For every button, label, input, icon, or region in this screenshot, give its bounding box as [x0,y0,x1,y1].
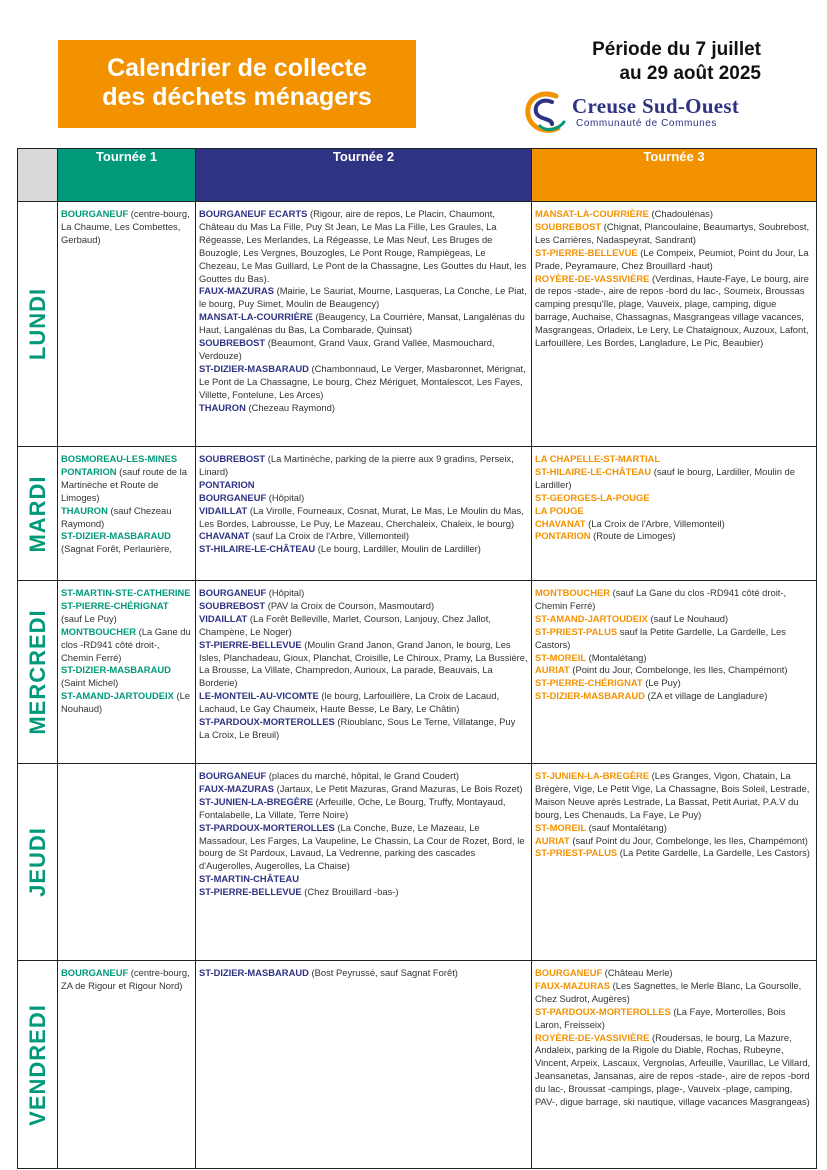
collection-entry [535,273,813,350]
tournee-3-cell [532,202,817,447]
collection-entry [61,587,192,600]
locality-details: (ZA et village de Langladure) [644,690,768,702]
day-label-cell [18,202,58,447]
commune-name: ST-MOREIL [535,821,587,833]
commune-name: SOUBREBOST [199,453,266,464]
locality-details: (La Gane du clos -RD941 côté droit-, Chemin Ferré) [61,625,191,663]
locality-details: (Rioublanc, Sous Le Terne, Villatange, Puy La Croix, Le Breuil) [199,716,516,740]
collection-entry [535,613,813,626]
commune-name: BOURGANEUF [199,770,267,781]
commune-name: ST-MARTIN-CHÂTEAU [199,873,299,885]
collection-entry [199,337,528,363]
logo [522,88,762,136]
collection-entry [535,664,813,677]
locality-details: (Château Merle) [602,967,673,978]
locality-details: (Hôpital) [266,491,305,503]
collection-entry [199,967,528,980]
collection-entry [535,492,813,505]
commune-name: ST-PIERRE-BELLEVUE [199,886,302,898]
collection-entry [199,822,528,874]
locality-details: (La Martinèche, parking de la pierre aux 9 gradins, Perseix, Linard) [199,453,514,477]
collection-entry [199,716,528,742]
locality-details: (Beaugency, La Courrière, Mansat, Langalénas du Haut, Langalénas du Bas, La Combarade, Quinsat) [199,311,525,336]
locality-details: (sauf route de la Martinèche et Route de Limoges) [61,465,187,503]
corner-cell [18,149,58,202]
day-label: LUNDI [24,287,50,361]
commune-name: PONTARION [199,478,255,490]
collection-entry [535,247,813,273]
collection-entry [535,518,813,531]
locality-details: (La Virolle, Fourneaux, Cosnat, Murat, Le Mas, Le Moulin du Mas, Les Bordes, Labrousse, Le Puy, Le Mazeau, Cherchaleix, Chaleix, le bourg) [199,504,524,529]
locality-details: (sauf La Croix de l'Arbre, Villemonteil) [249,530,410,542]
locality-details: (sauf Le Nouhaud) [647,612,729,624]
day-label: VENDREDI [24,1003,50,1126]
collection-entry [199,770,528,783]
locality-details: (centre-bourg, ZA de Rigour et Rigour Nord) [61,967,190,991]
commune-name: THAURON [199,401,246,413]
collection-entry [61,208,192,247]
locality-details: (Mairie, Le Sauriat, Mourne, Lasqueras, La Conche, Le Piat, le bourg, Puy Simet, Moulin de Beaugency) [199,285,527,310]
tournee-3-cell [532,581,817,764]
collection-entry [535,847,813,860]
commune-name: ST-AMAND-JARTOUDEIX [61,690,174,702]
collection-entry [199,530,528,543]
collection-entry [199,873,528,886]
locality-details: (La Petite Gardelle, La Gardelle, Les Castors) [617,847,810,859]
collection-entry [199,690,528,716]
collection-entry [199,479,528,492]
locality-details: (Bost Peyrussé, sauf Sagnat Forêt) [308,967,458,978]
locality-details: (Saint Michel) [61,677,119,689]
commune-name: BOSMOREAU-LES-MINES [61,453,178,464]
locality-details: (Hôpital) [266,587,305,598]
collection-entry [199,543,528,556]
collection-entry [61,967,192,993]
collection-entry [199,613,528,639]
locality-details: (PAV la Croix de Courson, Masmoutard) [265,599,435,611]
day-label-cell [18,447,58,581]
commune-name: ST-DIZIER-MASBARAUD [535,690,645,702]
locality-details: (sauf Chezeau Raymond) [61,504,172,529]
commune-name: ST-JUNIEN-LA-BREGÈRE [199,795,314,807]
collection-entry [61,466,192,505]
commune-name: MONTBOUCHER [535,587,610,598]
logo-name: Creuse Sud-Ouest [572,94,740,118]
locality-details: (Le bourg, Lardiller, Moulin de Lardiller) [315,543,481,555]
locality-details: (Sagnat Forêt, Perlaurière, [61,543,172,555]
title-banner [58,40,416,128]
collection-entry [535,466,813,492]
commune-name: BOURGANEUF ECARTS [199,208,308,219]
commune-name: ST-PIERRE-CHÉRIGNAT [535,677,643,689]
locality-details: (Route de Limoges) [590,530,676,542]
commune-name: LE-MONTEIL-AU-VICOMTE [199,690,319,702]
locality-details: (Chezeau Raymond) [245,401,335,413]
commune-name: ST-PRIEST-PALUS [535,847,618,859]
day-row-mardi [18,447,817,581]
commune-name: AURIAT [535,664,570,676]
tournee-3-cell [532,447,817,581]
collection-entry [199,208,528,285]
commune-name: AURIAT [535,834,570,846]
commune-name: ST-DIZIER-MASBARAUD [199,362,309,374]
collection-entry [199,600,528,613]
commune-name: ST-PARDOUX-MORTEROLLES [535,1005,671,1017]
collection-entry [535,652,813,665]
collection-entry [61,626,192,665]
collection-entry [535,626,813,652]
locality-details: (La Forêt Belleville, Marlet, Courson, Lanjouy, Chez Jallot, Champène, Le Noger) [199,612,491,637]
commune-name: THAURON [61,504,108,516]
locality-details: (places du marché, hôpital, le Grand Coudert) [266,770,459,781]
locality-details: (Chez Brouillard -bas-) [301,886,399,898]
locality-details: (La Croix de l'Arbre, Villemonteil) [585,517,725,529]
commune-name: FAUX-MAZURAS [535,979,610,991]
column-header-tournee-3: Tournée 3 [532,149,817,202]
collection-entry [199,886,528,899]
collection-entry [199,453,528,479]
commune-name: ST-PARDOUX-MORTEROLLES [199,716,335,728]
collection-entry [61,664,192,690]
locality-details: (Chignat, Plancoulaine, Beaumartys, Soubrebost, Les Carrières, Nadaspeyrat, Sandrant) [535,220,810,245]
header-row [18,149,817,202]
commune-name: FAUX-MAZURAS [199,782,274,794]
locality-details: (Rigour, aire de repos, Le Placin, Chaumont, Château du Mas La Fille, Puy St Jean, Le Mas La Fille, Les Graules, La Régeasse, Les Merlandes, La Régeasse, Le Mas Neuf, Les Bruges de Bouzogle, Les Vergnes, Bouzogles, Le Pont Rouge, Rampiègeas, Le Chezeau, Le Mas Guillard, Le Pont de la Chassagne, Les Gouttes du Haut, les Gouttes du Bas). [199,208,527,284]
collection-entry [61,690,192,716]
commune-name: ST-HILAIRE-LE-CHÂTEAU [199,543,316,555]
locality-details: (Beaumont, Grand Vaux, Grand Vallée, Masmouchard, Verdouze) [199,337,495,361]
locality-details: (Jartaux, Le Petit Mazuras, Grand Mazuras, Le Bois Rozet) [274,782,523,794]
locality-details: (Le Nouhaud) [61,690,191,715]
commune-name: PONTARION [61,465,117,477]
tournee-1-cell [58,764,196,961]
title-line-1: Calendrier de collecte [107,54,367,82]
commune-name: CHAVANAT [535,517,586,529]
commune-name: BOURGANEUF [61,967,129,978]
collection-calendar-table [17,148,817,1169]
commune-name: BOURGANEUF [199,491,267,503]
tournee-2-cell [196,961,532,1169]
collection-entry [535,587,813,613]
commune-name: ST-AMAND-JARTOUDEIX [535,612,648,624]
collection-entry [535,690,813,703]
collection-entry [199,587,528,600]
collection-entry [199,311,528,337]
collection-entry [199,505,528,531]
locality-details: (Arfeuille, Oche, Le Bourg, Truffy, Montayaud, Fontalabelle, La Villate, Terre Noire) [199,795,506,820]
period-line-2: au 29 août 2025 [619,63,761,84]
commune-name: VIDAILLAT [199,612,248,624]
commune-name: ST-DIZIER-MASBARAUD [61,664,171,676]
locality-details: (Chambonnaud, Le Verger, Masbaronnet, Mérignat, Le Pont de La Chassagne, Le bourg, Chez Mériguet, Montalescot, Les Fayes, Villette, Fontelune, Les Arces) [199,362,526,400]
collection-entry [535,530,813,543]
commune-name: ST-MARTIN-STE-CATHERINE [61,587,191,598]
collection-entry [61,453,192,466]
locality-details: (Moulin Grand Janon, Grand Janon, le bourg, Les Isles, Planchadeau, Gioux, Planchat, Croisille, Le Chiroux, Pramy, La Bussière, La Brousse, La Villate, Champredon, Aurioux, La parade, Beauvais, La Borderie) [199,638,528,689]
commune-name: LA POUGE [535,504,584,516]
locality-details: (centre-bourg, La Chaume, Les Combettes, Gerbaud) [61,208,190,245]
collection-entry [535,980,813,1006]
collection-entry [61,505,192,531]
column-header-tournee-1: Tournée 1 [58,149,196,202]
locality-details: (sauf le bourg, Lardiller, Moulin de Lardiller) [535,465,795,490]
locality-details: (Montalétang) [586,651,647,663]
collection-entry [535,1032,813,1109]
commune-name: BOURGANEUF [535,967,603,978]
tournee-1-cell [58,961,196,1169]
commune-name: ST-HILAIRE-LE-CHÂTEAU [535,465,652,477]
commune-name: VIDAILLAT [199,504,248,516]
collection-entry [61,530,192,556]
day-label: MERCREDI [24,609,50,735]
collection-entry [535,453,813,466]
commune-name: MONTBOUCHER [61,625,136,637]
logo-subtitle: Communauté de Communes [576,118,718,129]
commune-name: SOUBREBOST [199,337,266,349]
day-label-cell [18,764,58,961]
locality-details: (La Faye, Morterolles, Bois Laron, Freisseix) [535,1005,786,1030]
tournee-2-cell [196,447,532,581]
commune-name: MANSAT-LA-COURRIÈRE [535,208,649,219]
collection-entry [535,822,813,835]
day-label: MARDI [24,474,50,553]
collection-entry [535,677,813,690]
collection-entry [535,221,813,247]
collection-entry [199,285,528,311]
commune-name: ST-PRIEST-PALUS [535,625,618,637]
commune-name: ST-MOREIL [535,651,587,663]
collection-entry [535,835,813,848]
locality-details: (Chadoulénas) [648,208,713,219]
collection-entry [199,639,528,691]
day-row-mercredi [18,581,817,764]
locality-details: (Le Puy) [642,677,681,689]
collection-entry [199,796,528,822]
commune-name: ST-JUNIEN-LA-BREGÈRE [535,770,650,781]
tournee-1-cell [58,202,196,447]
locality-details: (Le Compeix, Peumiot, Point du Jour, La Prade, Peyramaure, Chez Brouillard -haut) [535,246,809,271]
commune-name: FAUX-MAZURAS [199,285,274,297]
commune-name: ST-PIERRE-BELLEVUE [535,246,638,258]
commune-name: SOUBREBOST [199,599,266,611]
commune-name: ST-PIERRE-BELLEVUE [199,638,302,650]
commune-name: LA CHAPELLE-ST-MARTIAL [535,453,661,464]
tournee-3-cell [532,764,817,961]
collection-entry [199,402,528,415]
tournee-3-cell [532,961,817,1169]
locality-details: (sauf Montalétang) [586,821,667,833]
period-line-1: Période du 7 juillet [592,39,761,60]
period-label [592,38,761,86]
locality-details: (Les Granges, Vigon, Chatain, La Brégère, Vige, Le Petit Vige, La Chassagne, Bois Soleil, Lestrade, Maison Neuve après Lestrade, La Bassat, Petit Auriat, P.A.V du bourg, Les Chenauds, La Faye, Le Puy) [535,770,810,820]
commune-name: ST-PIERRE-CHÉRIGNAT [61,599,169,611]
commune-name: ROYÈRE-DE-VASSIVIÈRE [535,272,650,284]
locality-details: (Les Sagnettes, le Merle Blanc, La Goursolle, Chez Sudrot, Augères) [535,979,802,1004]
tournee-1-cell [58,447,196,581]
locality-details: (sauf Le Puy) [61,612,117,624]
day-row-jeudi [18,764,817,961]
title-line-2: des déchets ménagers [102,83,372,111]
day-label: JEUDI [24,827,50,897]
locality-details: (Point du Jour, Combelonge, les Iles, Champémont) [569,664,788,676]
commune-name: ROYÈRE-DE-VASSIVIÈRE [535,1031,650,1043]
commune-name: PONTARION [535,530,591,542]
locality-details: (sauf La Gane du clos -RD941 côté droit-, Chemin Ferré) [535,587,787,611]
collection-entry [199,363,528,402]
locality-details: (Roudersas, le bourg, La Mazure, Andaleix, parking de la Rigole du Diable, Rochas, Rubeyne, Vincent, Arpeix, Lascaux, Vergnolas, Arfeuille, Vaurillac, Le Villard, Jeansanetas, Jansanas, aire de repos -stade-, aire de repos -bord du lac-, Broussat -campings, plage-, Vauveix -plage, camping, PAV-, digue barrage, ski nautique, village vacances Masgrangeas) [535,1031,811,1108]
logo-swirl-icon [522,88,570,136]
tournee-2-cell [196,581,532,764]
locality-details: (sauf Point du Jour, Combelonge, les Iles, Champémont) [569,834,808,846]
tournee-2-cell [196,202,532,447]
column-header-tournee-2: Tournée 2 [196,149,532,202]
collection-entry [535,1006,813,1032]
collection-entry [199,492,528,505]
collection-entry [199,783,528,796]
tournee-2-cell [196,764,532,961]
locality-details: (La Conche, Buze, Le Mazeau, Le Massadour, Les Farges, La Vaupeline, Le Chassin, La Cour de Rozet, Bord, le bourg de St Pardoux, Lavaud, La Vedrenne, parking des cascades d'Augerolles, Augerolles, La Chaise) [199,821,525,872]
day-row-lundi [18,202,817,447]
commune-name: ST-DIZIER-MASBARAUD [61,530,171,542]
collection-entry [535,208,813,221]
locality-details: (le bourg, Larfouillère, La Croix de Lacaud, Lachaud, Le Gay Chaumeix, Haute Besse, Le Bary, Le Châtin) [199,690,500,715]
commune-name: ST-DIZIER-MASBARAUD [199,967,309,978]
day-row-vendredi [18,961,817,1169]
collection-entry [61,600,192,626]
day-label-cell [18,961,58,1169]
commune-name: CHAVANAT [199,530,250,542]
commune-name: BOURGANEUF [199,587,267,598]
collection-entry [535,505,813,518]
collection-entry [535,770,813,822]
day-label-cell [18,581,58,764]
collection-entry [535,967,813,980]
commune-name: ST-GEORGES-LA-POUGE [535,491,650,503]
commune-name: ST-PARDOUX-MORTEROLLES [199,821,335,833]
locality-details: sauf la Petite Gardelle, La Gardelle, Les Castors) [535,625,786,650]
commune-name: SOUBREBOST [535,220,602,232]
commune-name: BOURGANEUF [61,208,129,219]
locality-details: (Verdinas, Haute-Faye, Le bourg, aire de repos -stade-, aire de repos -bord du lac-, Soumeix, Broussas camping presqu'île, plage, Vauveix, plage, camping, digue barrage, Auchaise, Chassagnas, Masgrangeas village vacances, Masgrangeas, Orladeix, Le Lery, Le Chataignoux, Auzoux, Lafont, Larfouillère, Les Bordes, Langladure, Le Pic, Beaubier) [535,272,809,349]
commune-name: MANSAT-LA-COURRIÈRE [199,311,313,323]
tournee-1-cell [58,581,196,764]
